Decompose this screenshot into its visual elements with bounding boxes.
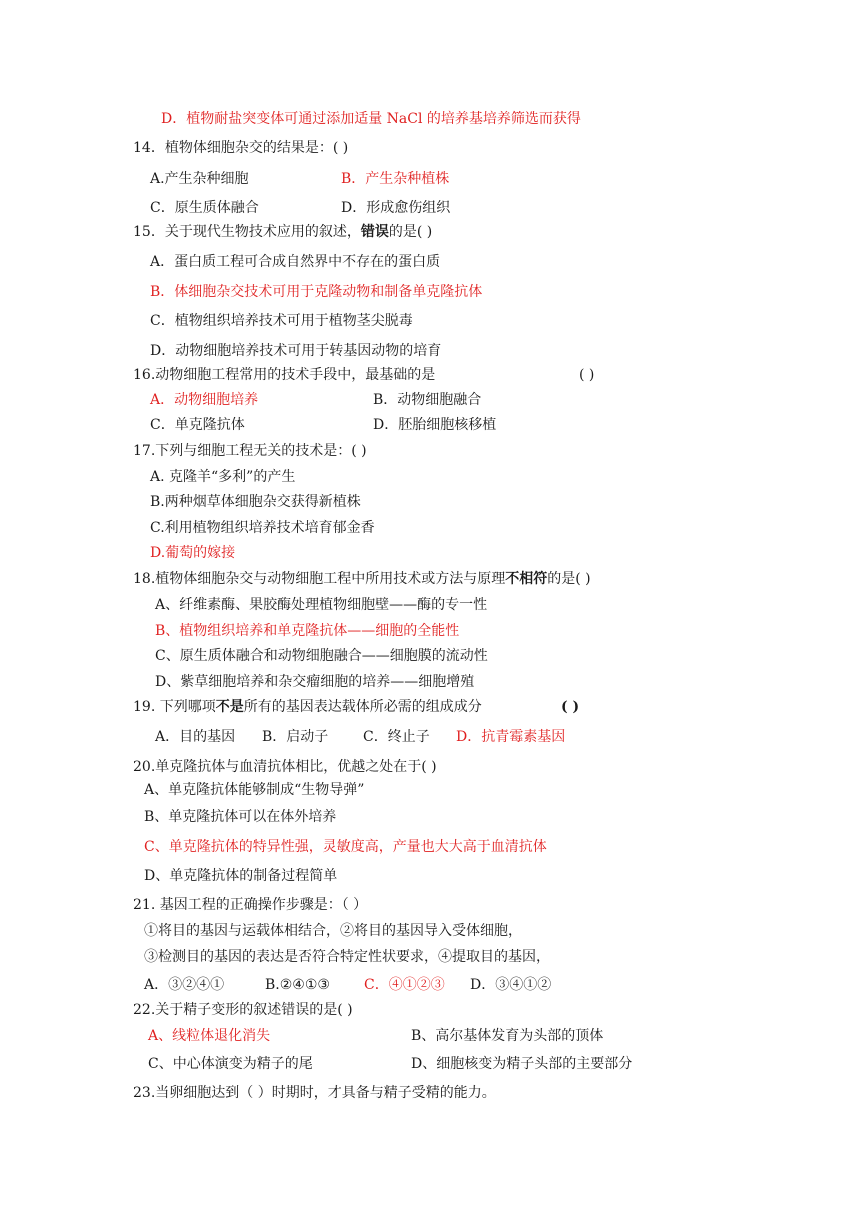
- q16-option-c: C．单克隆抗体: [150, 417, 245, 433]
- q15-option-b: B．体细胞杂交技术可用于克隆动物和制备单克隆抗体: [150, 284, 483, 300]
- q17-option-d: D.葡萄的嫁接: [150, 545, 236, 561]
- q19-stem-emphasis: 不是: [215, 699, 244, 715]
- q17-stem: 17.下列与细胞工程无关的技术是：( ): [133, 443, 367, 459]
- q15-stem-post: 的是( ): [388, 224, 433, 240]
- q20-stem: 20.单克隆抗体与血清抗体相比，优越之处在于( ): [133, 759, 437, 775]
- q22-stem: 22.关于精子变形的叙述错误的是( ): [133, 1002, 353, 1018]
- q18-option-a: A、纤维素酶、果胶酶处理植物细胞壁——酶的专一性: [155, 597, 488, 613]
- q22-option-b: B、高尔基体发育为头部的顶体: [411, 1028, 604, 1044]
- q16-answer-paren: ( ): [579, 367, 595, 383]
- q19-stem-post: 所有的基因表达载体所必需的组成成分: [243, 699, 482, 715]
- q18-option-c: C、原生质体融合和动物细胞融合——细胞膜的流动性: [155, 648, 488, 664]
- q19-option-d: D．抗青霉素基因: [456, 729, 566, 745]
- q21-option-b: B.②④①③: [265, 977, 330, 993]
- q16-option-b: B．动物细胞融合: [373, 392, 482, 408]
- q20-option-a: A、单克隆抗体能够制成“生物导弹”: [144, 782, 365, 798]
- q19-answer-paren: ( ): [561, 699, 580, 715]
- q16-option-a: A．动物细胞培养: [150, 392, 259, 408]
- q15-stem-emphasis: 错误: [360, 224, 389, 240]
- q18-stem-emphasis: 不相符: [505, 571, 548, 587]
- q14-option-a: A.产生杂种细胞: [150, 171, 249, 187]
- q18-option-b: B、植物组织培养和单克隆抗体——细胞的全能性: [155, 623, 460, 639]
- q15-stem: [133, 223, 432, 241]
- q21-stem: 21. 基因工程的正确操作步骤是：（ ）: [133, 897, 368, 913]
- q16-stem: 16.动物细胞工程常用的技术手段中，最基础的是: [133, 367, 436, 383]
- q21-step-line-1: ①将目的基因与运载体相结合，②将目的基因导入受体细胞，: [144, 923, 522, 939]
- q14-stem: 14．植物体细胞杂交的结果是：( ): [133, 140, 349, 156]
- q21-option-c: C．④①②③: [364, 977, 445, 993]
- q15-option-c: C．植物组织培养技术可用于植物茎尖脱毒: [150, 313, 413, 329]
- q20-option-d: D、单克隆抗体的制备过程简单: [144, 868, 338, 884]
- q19-stem-pre: 19. 下列哪项: [133, 699, 216, 715]
- q22-option-a: A、线粒体退化消失: [148, 1028, 271, 1044]
- q19-option-c: C．终止子: [363, 729, 430, 745]
- q19-stem: [133, 698, 482, 716]
- q14-option-d: D．形成愈伤组织: [341, 200, 451, 216]
- q18-stem-post: 的是( ): [547, 571, 591, 587]
- q17-option-c: C.利用植物组织培养技术培育郁金香: [150, 520, 375, 536]
- q18-stem-pre: 18.植物体细胞杂交与动物细胞工程中所用技术或方法与原理: [133, 571, 506, 587]
- q18-option-d: D、紫草细胞培养和杂交瘤细胞的培养——细胞增殖: [155, 674, 475, 690]
- q22-option-c: C、中心体演变为精子的尾: [148, 1056, 313, 1072]
- q21-step-line-2: ③检测目的基因的表达是否符合特定性状要求，④提取目的基因，: [144, 949, 550, 965]
- q15-option-d: D．动物细胞培养技术可用于转基因动物的培育: [150, 343, 442, 359]
- q21-option-a: A．③②④①: [144, 977, 225, 993]
- q20-option-c: C、单克隆抗体的特异性强，灵敏度高，产量也大大高于血清抗体: [144, 839, 547, 855]
- q17-option-a: A. 克隆羊“多利”的产生: [150, 469, 296, 485]
- q23-stem: 23.当卵细胞达到（ ）时期时，才具备与精子受精的能力。: [133, 1085, 496, 1101]
- q19-option-b: B．启动子: [262, 729, 329, 745]
- q21-option-d: D．③④①②: [470, 977, 552, 993]
- q15-stem-pre: 15．关于现代生物技术应用的叙述，: [133, 224, 361, 240]
- q13-option-d: D．植物耐盐突变体可通过添加适量 NaCl 的培养基培养筛选而获得: [161, 111, 581, 127]
- q19-option-a: A．目的基因: [155, 729, 236, 745]
- q15-option-a: A．蛋白质工程可合成自然界中不存在的蛋白质: [150, 254, 441, 270]
- q17-option-b: B.两种烟草体细胞杂交获得新植株: [150, 494, 361, 510]
- q16-option-d: D．胚胎细胞核移植: [373, 417, 497, 433]
- q18-stem: [133, 570, 591, 588]
- q20-option-b: B、单克隆抗体可以在体外培养: [144, 809, 337, 825]
- q14-option-c: C．原生质体融合: [150, 200, 259, 216]
- q22-option-d: D、细胞核变为精子头部的主要部分: [411, 1056, 633, 1072]
- q14-option-b: B．产生杂种植株: [341, 171, 450, 187]
